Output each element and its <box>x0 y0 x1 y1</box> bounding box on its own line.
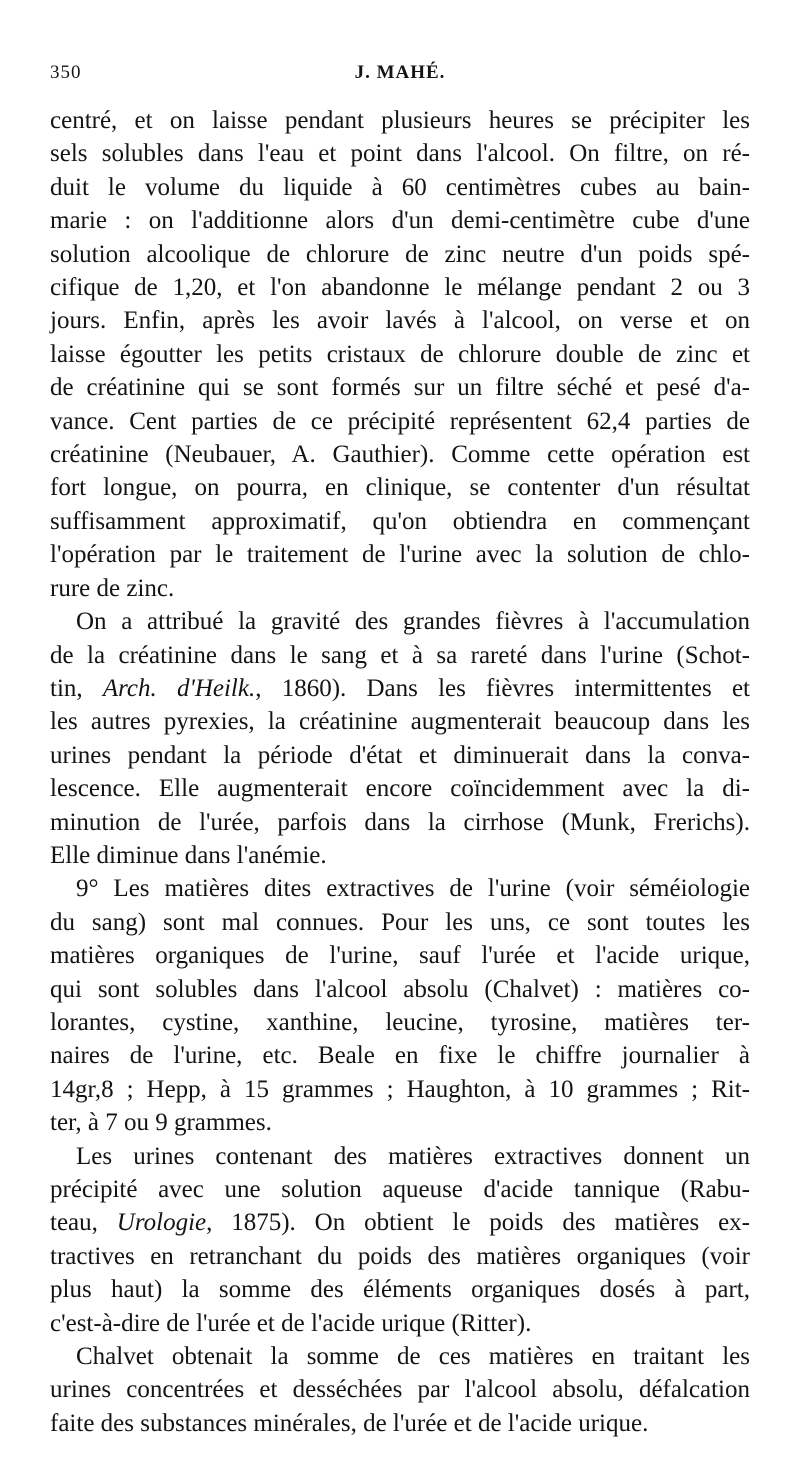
text-fragment: , 1875). On obtient le poids des matières ex- <box>206 1209 750 1237</box>
text-line: centré, et on laisse pendant plusieurs heures se précipiter les <box>50 107 750 134</box>
text-line: plus haut) la somme des éléments organiques dosés à part, <box>50 1276 750 1304</box>
text-line: 14gr,8 ; Hepp, à 15 grammes ; Haughton, à 10 grammes ; Rit- <box>50 1075 750 1103</box>
text-line: cifique de 1,20, et l'on abandonne le mélange pendant 2 ou 3 <box>50 274 750 302</box>
text-line: sels solubles dans l'eau et point dans l'alcool. On filtre, on ré- <box>50 140 750 168</box>
text-line: suffisamment approximatif, qu'on obtiendra en commençant <box>50 507 750 535</box>
text-line-with-citation <box>50 1206 750 1239</box>
book-page <box>50 62 750 1440</box>
text-line: jours. Enfin, après les avoir lavés à l'alcool, on verse et on <box>50 307 750 335</box>
text-line: ter, à 7 ou 9 grammes. <box>50 1109 272 1137</box>
text-line: les autres pyrexies, la créatinine augmenterait beaucoup dans les <box>50 708 750 736</box>
text-line-with-citation <box>50 672 750 705</box>
text-line: marie : on l'additionne alors d'un demi-centimètre cube d'une <box>50 207 750 235</box>
text-line: rure de zinc. <box>50 574 175 602</box>
text-line: qui sont solubles dans l'alcool absolu (Chalvet) : matières co- <box>50 975 750 1003</box>
text-line: du sang) sont mal connues. Pour les uns, ce sont toutes les <box>50 908 750 936</box>
text-line: matières organiques de l'urine, sauf l'urée et l'acide urique, <box>50 942 750 970</box>
running-head <box>50 62 750 92</box>
text-line: faite des substances minérales, de l'urée et de l'acide urique. <box>50 1409 649 1437</box>
page-number: 350 <box>50 62 82 83</box>
body-text <box>50 104 750 1440</box>
text-fragment: , 1860). Dans les fièvres intermittentes et <box>255 674 750 702</box>
text-line: fort longue, on pourra, en clinique, se contenter d'un résultat <box>50 474 750 502</box>
text-line: 9° Les matières dites extractives de l'urine (voir séméiologie <box>76 875 750 903</box>
text-line: lorantes, cystine, xanthine, leucine, tyrosine, matières ter- <box>50 1008 750 1036</box>
text-line: de créatinine qui se sont formés sur un filtre séché et pesé d'a- <box>50 374 750 402</box>
text-line: urines concentrées et desséchées par l'alcool absolu, défalcation <box>50 1376 750 1404</box>
paragraph-2 <box>50 605 750 872</box>
citation-title: Urologie <box>116 1209 207 1237</box>
paragraph-1 <box>50 104 750 605</box>
text-line: solution alcoolique de chlorure de zinc neutre d'un poids spé- <box>50 240 750 268</box>
text-line: duit le volume du liquide à 60 centimètres cubes au bain- <box>50 173 750 201</box>
text-line: Elle diminue dans l'anémie. <box>50 841 327 869</box>
paragraph-3 <box>50 872 750 1139</box>
text-line: urines pendant la période d'état et diminuerait dans la conva- <box>50 741 750 769</box>
text-line: On a attribué la gravité des grandes fièvres à l'accumulation <box>76 608 750 636</box>
text-line: de la créatinine dans le sang et à sa rareté dans l'urine (Schot- <box>50 641 750 669</box>
paragraph-4 <box>50 1140 750 1340</box>
text-fragment: teau, <box>50 1209 117 1237</box>
paragraph-5 <box>50 1340 750 1440</box>
text-line: minution de l'urée, parfois dans la cirrhose (Munk, Frerichs). <box>50 808 750 836</box>
text-line: naires de l'urine, etc. Beale en fixe le chiffre journalier à <box>50 1042 750 1070</box>
text-fragment: tin, <box>50 674 103 702</box>
text-line: laisse égoutter les petits cristaux de chlorure double de zinc et <box>50 340 750 368</box>
running-title: J. MAHÉ. <box>354 62 446 83</box>
text-line: vance. Cent parties de ce précipité représentent 62,4 parties de <box>50 407 750 435</box>
text-line: Chalvet obtenait la somme de ces matières en traitant les <box>76 1343 750 1371</box>
text-line: tractives en retranchant du poids des matières organiques (voir <box>50 1242 750 1270</box>
citation-title: Arch. d'Heilk. <box>102 674 256 702</box>
text-line: créatinine (Neubauer, A. Gauthier). Comme cette opération est <box>50 441 750 469</box>
text-line: c'est-à-dire de l'urée et de l'acide urique (Ritter). <box>50 1309 532 1337</box>
text-line: lescence. Elle augmenterait encore coïncidemment avec la di- <box>50 775 750 803</box>
text-line: Les urines contenant des matières extractives donnent un <box>76 1142 750 1170</box>
text-line: précipité avec une solution aqueuse d'acide tannique (Rabu- <box>50 1176 750 1203</box>
text-line: l'opération par le traitement de l'urine avec la solution de chlo- <box>50 541 750 569</box>
